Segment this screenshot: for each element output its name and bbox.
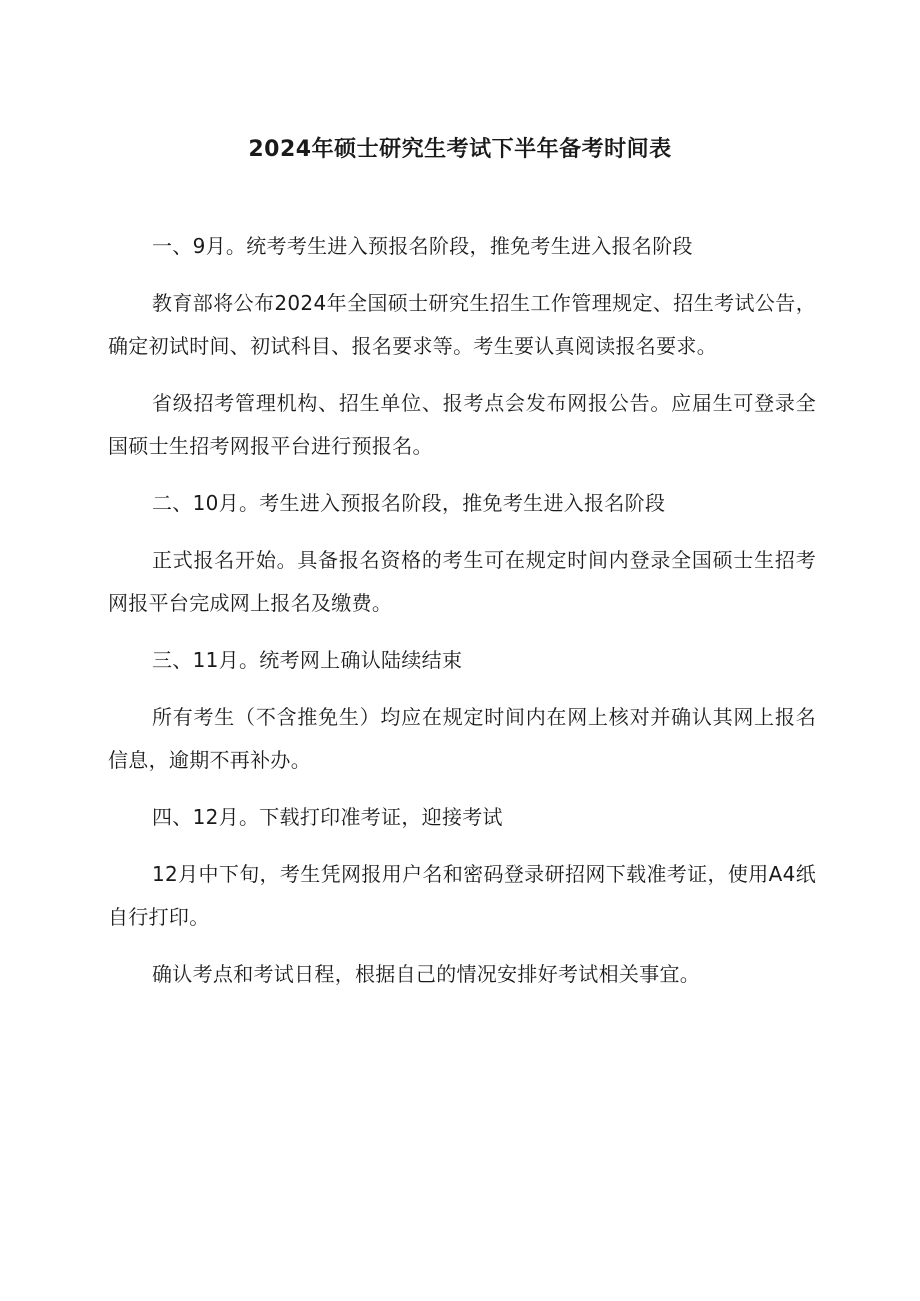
paragraph-december-exam-arrangements: 确认考点和考试日程，根据自己的情况安排好考试相关事宜。 bbox=[152, 962, 701, 986]
section-heading-october: 二、10月。考生进入预报名阶段，推免考生进入报名阶段 bbox=[152, 491, 666, 515]
section-heading-december: 四、12月。下载打印准考证，迎接考试 bbox=[152, 805, 503, 829]
paragraph-november-confirmation: 所有考生（不含推免生）均应在规定时间内在网上核对并确认其网上报名信息，逾期不再补办。 bbox=[108, 705, 816, 772]
section-heading-september: 一、9月。统考考生进入预报名阶段，推免考生进入报名阶段 bbox=[152, 234, 693, 258]
document-body bbox=[108, 225, 816, 1010]
paragraph-october-registration: 正式报名开始。具备报名资格的考生可在规定时间内登录全国硕士生招考网报平台完成网上报名及缴费。 bbox=[108, 548, 816, 615]
paragraph-december-admission-ticket: 12月中下旬，考生凭网报用户名和密码登录研招网下载准考证，使用A4纸自行打印。 bbox=[108, 862, 816, 929]
section-heading-november: 三、11月。统考网上确认陆续结束 bbox=[152, 648, 463, 672]
paragraph-september-pre-registration: 省级招考管理机构、招生单位、报考点会发布网报公告。应届生可登录全国硕士生招考网报平台进行预报名。 bbox=[108, 391, 816, 458]
document-title: 2024年硕士研究生考试下半年备考时间表 bbox=[248, 137, 672, 162]
paragraph-september-announcement: 教育部将公布2024年全国硕士研究生招生工作管理规定、招生考试公告，确定初试时间、初试科目、报名要求等。考生要认真阅读报名要求。 bbox=[108, 291, 816, 358]
